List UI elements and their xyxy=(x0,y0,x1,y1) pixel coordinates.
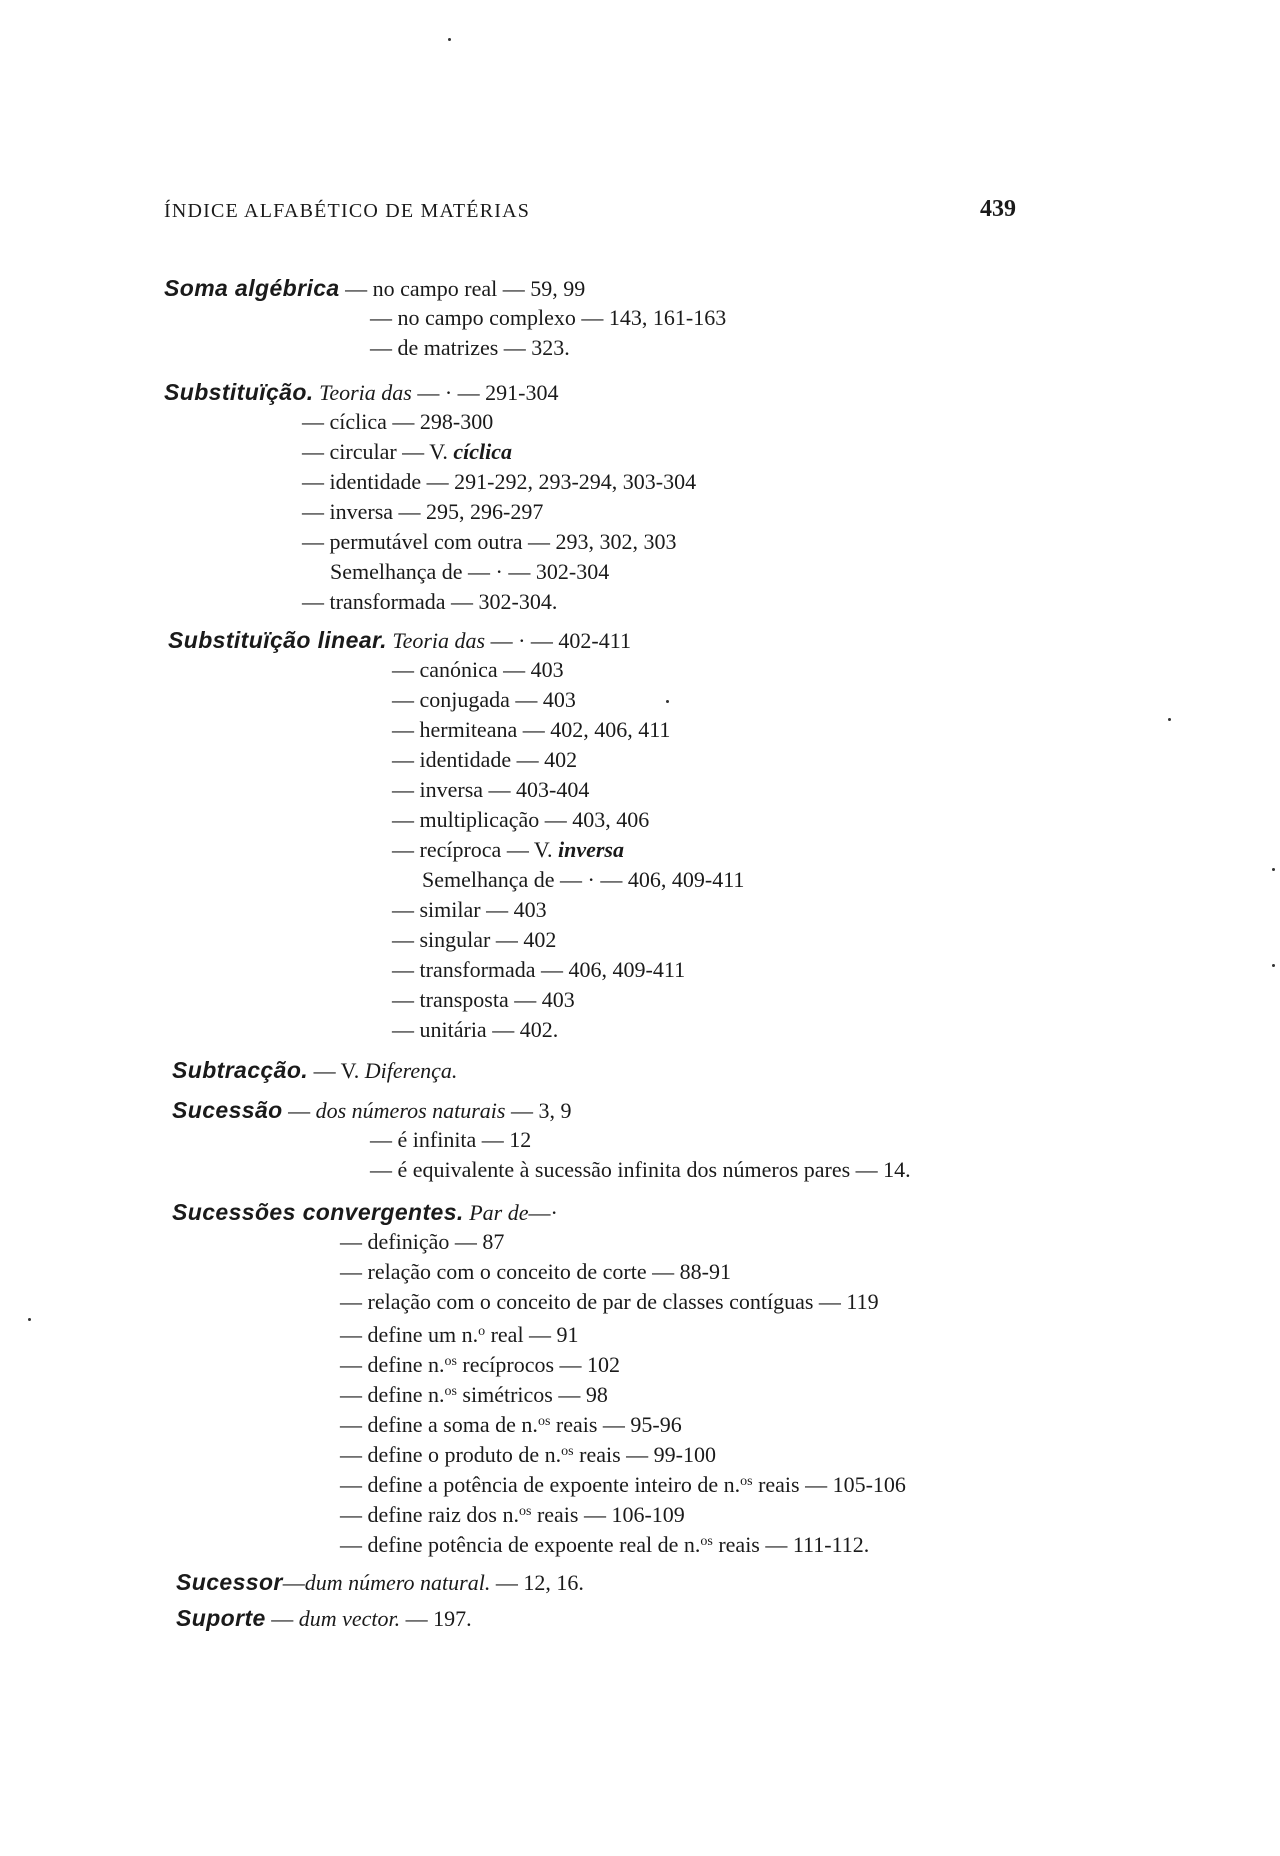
entry-line: — multiplicação — 403, 406 xyxy=(392,807,650,832)
ordinal-superscript: os xyxy=(519,1504,532,1519)
scan-speck xyxy=(1168,718,1171,721)
entry-rest: — 3, 9 xyxy=(505,1098,572,1123)
scan-speck xyxy=(666,700,669,703)
ordinal-superscript: os xyxy=(444,1354,457,1369)
entry-line xyxy=(340,1408,682,1439)
index-entry-substituicao-linear xyxy=(168,626,631,655)
ordinal-superscript: o xyxy=(478,1324,486,1339)
entry-line: — transformada — 302-304. xyxy=(302,589,558,614)
entry-line-text: reais — 106-109 xyxy=(531,1502,685,1527)
entry-dash: — xyxy=(265,1606,299,1631)
entry-line-text: reais — 105-106 xyxy=(752,1472,906,1497)
entry-line: — identidade — 291-292, 293-294, 303-304 xyxy=(302,469,697,494)
entry-rest: — V. xyxy=(308,1058,365,1083)
entry-heading: Subtracção. xyxy=(172,1057,309,1083)
entry-line-text: — define o produto de n. xyxy=(340,1442,562,1467)
entry-subhead-italic: Teoria das xyxy=(319,380,412,405)
entry-subhead-italic: Par de xyxy=(469,1200,529,1225)
entry-line xyxy=(340,1468,906,1499)
entry-line-text: recíprocos — 102 xyxy=(456,1352,621,1377)
entry-line: — unitária — 402. xyxy=(392,1017,559,1042)
index-entry-sucessoes-convergentes xyxy=(172,1198,558,1227)
entry-line xyxy=(340,1318,579,1349)
entry-line: — conjugada — 403 xyxy=(392,687,576,712)
entry-line xyxy=(340,1348,620,1379)
entry-line: — transformada — 406, 409-411 xyxy=(392,957,686,982)
scan-speck xyxy=(28,1318,31,1321)
entry-line: — é equivalente à sucessão infinita dos números pares — 14. xyxy=(370,1157,911,1182)
entry-line: — relação com o conceito de par de classes contíguas — 119 xyxy=(340,1289,879,1314)
entry-line-text: — define raiz dos n. xyxy=(340,1502,519,1527)
entry-line: — é infinita — 12 xyxy=(370,1127,532,1152)
entry-line: — canónica — 403 xyxy=(392,657,564,682)
entry-line: — singular — 402 xyxy=(392,927,557,952)
entry-subhead-italic: dos números naturais xyxy=(315,1098,506,1123)
entry-line-text: simétricos — 98 xyxy=(456,1382,608,1407)
entry-rest: — 197. xyxy=(400,1606,472,1631)
entry-heading: Suporte xyxy=(176,1605,266,1631)
entry-subhead-rest: — · — 291-304 xyxy=(411,380,559,405)
entry-line: — transposta — 403 xyxy=(392,987,575,1012)
entry-heading: Sucessor xyxy=(176,1569,283,1595)
index-entry-substituicao xyxy=(164,378,558,407)
ordinal-superscript: os xyxy=(740,1474,753,1489)
entry-line: — permutável com outra — 293, 302, 303 xyxy=(302,529,677,554)
entry-heading: Sucessões convergentes. xyxy=(172,1199,464,1225)
entry-line-text: — define a potência de expoente inteiro de n. xyxy=(340,1472,741,1497)
entry-line: — identidade — 402 xyxy=(392,747,578,772)
entry-line-circular xyxy=(302,438,512,466)
entry-rest: — 12, 16. xyxy=(490,1570,584,1595)
entry-line-text: reais — 111-112. xyxy=(712,1532,870,1557)
entry-rest: —· xyxy=(528,1200,558,1225)
entry-line: — similar — 403 xyxy=(392,897,547,922)
ordinal-superscript: os xyxy=(444,1384,457,1399)
index-entry-subtraccao xyxy=(172,1056,457,1085)
entry-line: — definição — 87 xyxy=(340,1229,505,1254)
entry-line: — relação com o conceito de corte — 88-91 xyxy=(340,1259,731,1284)
entry-line: — de matrizes — 323. xyxy=(370,335,570,360)
entry-subhead-italic: dum número natural. xyxy=(304,1570,491,1595)
entry-line-text: — define um n. xyxy=(340,1322,479,1347)
entry-line xyxy=(340,1378,608,1409)
index-entry-suporte xyxy=(176,1604,472,1633)
entry-heading: Substituïção. xyxy=(164,379,314,405)
entry-line xyxy=(340,1498,685,1529)
entry-line: — no campo real — 59, 99 xyxy=(345,276,586,301)
entry-dash: — xyxy=(282,1570,305,1595)
scan-speck xyxy=(1272,868,1275,871)
entry-line-text: — define potência de expoente real de n. xyxy=(340,1532,701,1557)
cross-reference: cíclica xyxy=(453,439,512,464)
entry-heading: Substituïção linear. xyxy=(168,627,387,653)
scan-speck xyxy=(448,38,451,41)
entry-heading: Soma algébrica xyxy=(164,275,340,301)
index-entry-sucessor xyxy=(176,1568,584,1597)
index-entry-soma xyxy=(164,274,585,303)
entry-line-text: reais — 99-100 xyxy=(573,1442,716,1467)
entry-line-text: — recíproca — V. xyxy=(392,837,558,862)
header-title: ÍNDICE ALFABÉTICO DE MATÉRIAS xyxy=(164,200,531,222)
entry-line: Semelhança de — · — 406, 409-411 xyxy=(422,867,745,892)
entry-line: — hermiteana — 402, 406, 411 xyxy=(392,717,671,742)
cross-reference: Diferença. xyxy=(364,1058,458,1083)
cross-reference: inversa xyxy=(557,837,624,862)
running-header xyxy=(164,196,1028,228)
entry-line xyxy=(340,1528,869,1559)
index-entry-sucessao: Sucessão — dos números naturais — 3, 9 xyxy=(172,1097,572,1123)
scan-speck xyxy=(1272,964,1275,967)
entry-line: — no campo complexo — 143, 161-163 xyxy=(370,305,727,330)
entry-line-reciproca xyxy=(392,836,624,864)
entry-line-text: — define n. xyxy=(340,1352,445,1377)
entry-line: — cíclica — 298-300 xyxy=(302,409,494,434)
entry-line-text: real — 91 xyxy=(485,1322,579,1347)
entry-line-text: reais — 95-96 xyxy=(550,1412,682,1437)
entry-subhead-rest: — · — 402-411 xyxy=(485,628,631,653)
entry-subhead-italic: Teoria das xyxy=(392,628,486,653)
entry-line-text: — define a soma de n. xyxy=(340,1412,538,1437)
entry-line-text: — circular — V. xyxy=(302,439,454,464)
entry-heading: Sucessão xyxy=(172,1097,283,1123)
entry-subhead-italic: dum vector. xyxy=(298,1606,401,1631)
entry-line: — inversa — 295, 296-297 xyxy=(302,499,544,524)
entry-line: Semelhança de — · — 302-304 xyxy=(330,559,610,584)
ordinal-superscript: os xyxy=(700,1534,713,1549)
page-number: 439 xyxy=(980,196,1016,222)
entry-line-text: — define n. xyxy=(340,1382,445,1407)
ordinal-superscript: os xyxy=(561,1444,574,1459)
entry-line: — inversa — 403-404 xyxy=(392,777,590,802)
ordinal-superscript: os xyxy=(537,1414,551,1429)
entry-line xyxy=(340,1438,716,1469)
